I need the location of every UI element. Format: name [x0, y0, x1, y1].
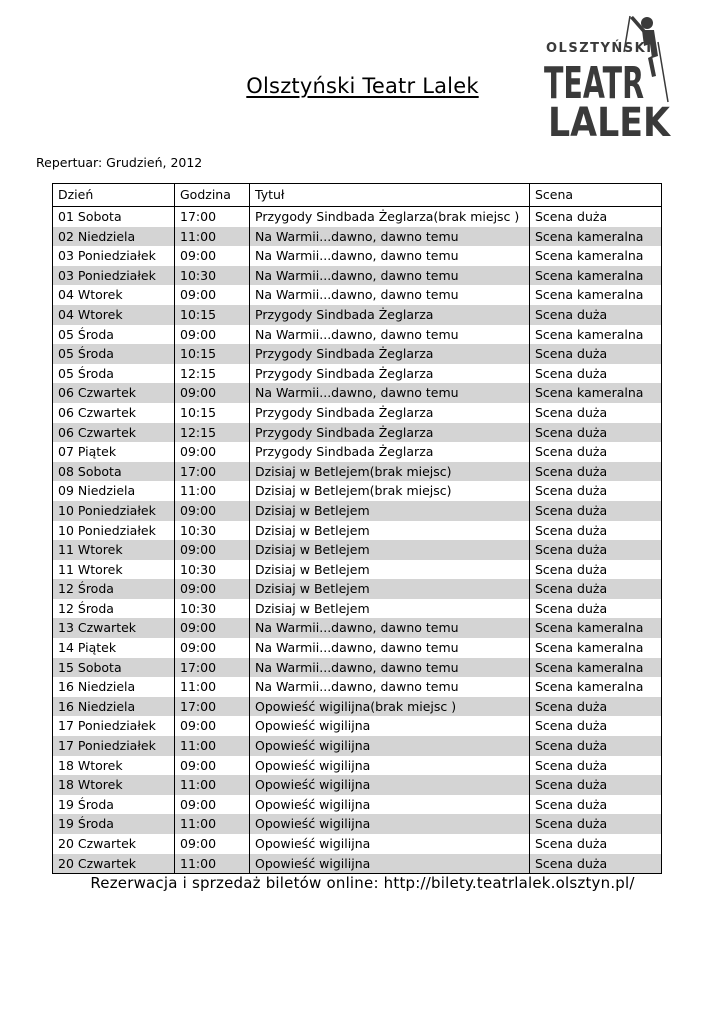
- cell-title: Na Warmii...dawno, dawno temu: [250, 677, 530, 697]
- cell-title: Przygody Sindbada Żeglarza: [250, 442, 530, 462]
- cell-stage: Scena duża: [530, 834, 662, 854]
- cell-time: 09:00: [175, 834, 250, 854]
- cell-day: 15 Sobota: [53, 658, 175, 678]
- cell-time: 09:00: [175, 285, 250, 305]
- cell-title: Na Warmii...dawno, dawno temu: [250, 618, 530, 638]
- cell-time: 10:15: [175, 305, 250, 325]
- cell-day: 16 Niedziela: [58, 679, 136, 695]
- cell-stage: Scena duża: [530, 599, 662, 619]
- cell-day: 06 Czwartek: [53, 383, 175, 403]
- cell-day: 16 Niedziela: [53, 697, 175, 717]
- cell-title: Na Warmii...dawno, dawno temu: [250, 638, 530, 658]
- cell-time: 10:30: [175, 521, 250, 541]
- cell-stage: Scena kameralna: [530, 325, 662, 345]
- cell-day: 19 Środa: [58, 796, 114, 812]
- cell-stage: Scena duża: [530, 697, 662, 717]
- cell-stage: Scena kameralna: [530, 383, 662, 403]
- table-row: [53, 795, 662, 815]
- cell-time: 09:00: [175, 756, 250, 776]
- table-row: [53, 775, 662, 795]
- cell-title: Dzisiaj w Betlejem(brak miejsc): [250, 462, 530, 482]
- cell-day: 09 Niedziela: [58, 483, 136, 499]
- table-row: [53, 344, 662, 364]
- repertoire-table: [52, 183, 662, 874]
- table-row: [53, 266, 662, 286]
- cell-stage: Scena duża: [530, 442, 662, 462]
- cell-day: 11 Wtorek: [53, 540, 175, 560]
- table-row: [53, 442, 662, 462]
- cell-time: 11:00: [175, 736, 250, 756]
- cell-time: 09:00: [175, 638, 250, 658]
- table-row: [53, 246, 662, 266]
- cell-day: 20 Czwartek: [58, 836, 137, 851]
- cell-day: 14 Piątek: [58, 640, 117, 656]
- cell-title: Dzisiaj w Betlejem: [250, 521, 530, 541]
- table-row: [53, 638, 662, 658]
- cell-day: 08 Sobota: [53, 462, 175, 482]
- cell-title: Opowieść wigilijna: [250, 756, 530, 776]
- table-row: [53, 579, 662, 599]
- cell-title: Opowieść wigilijna: [250, 736, 530, 756]
- cell-title: Na Warmii...dawno, dawno temu: [250, 227, 530, 247]
- table-row: [53, 599, 662, 619]
- cell-day: 05 Środa: [58, 326, 114, 342]
- table-row: [53, 716, 662, 736]
- cell-stage: Scena duża: [530, 560, 662, 580]
- cell-stage: Scena duża: [530, 364, 662, 384]
- cell-title: Na Warmii...dawno, dawno temu: [250, 383, 530, 403]
- cell-time: 09:00: [175, 383, 250, 403]
- cell-title: Opowieść wigilijna: [250, 814, 530, 834]
- table-row: [53, 560, 662, 580]
- cell-time: 10:30: [175, 599, 250, 619]
- table-row: [53, 364, 662, 384]
- cell-time: 11:00: [175, 481, 250, 501]
- cell-time: 09:00: [175, 795, 250, 815]
- puppet-theatre-logo-icon: [540, 12, 680, 146]
- cell-stage: Scena kameralna: [530, 658, 662, 678]
- cell-day: 05 Środa: [58, 365, 114, 381]
- cell-time: 11:00: [175, 775, 250, 795]
- table-row: [53, 736, 662, 756]
- cell-time: 09:00: [175, 442, 250, 462]
- cell-title: Opowieść wigilijna(brak miejsc ): [250, 697, 530, 717]
- cell-stage: Scena duża: [530, 814, 662, 834]
- cell-stage: Scena duża: [530, 795, 662, 815]
- cell-title: Przygody Sindbada Żeglarza: [250, 403, 530, 423]
- cell-day: 10 Poniedziałek: [58, 522, 156, 538]
- table-row: [53, 462, 662, 482]
- cell-day: 06 Czwartek: [53, 423, 175, 443]
- cell-time: 10:15: [175, 403, 250, 423]
- cell-stage: Scena duża: [530, 756, 662, 776]
- cell-time: 09:00: [175, 579, 250, 599]
- table-row: [53, 383, 662, 403]
- cell-time: 17:00: [175, 462, 250, 482]
- cell-title: Przygody Sindbada Żeglarza: [250, 305, 530, 325]
- cell-day: 18 Wtorek: [58, 757, 123, 773]
- cell-title: Dzisiaj w Betlejem: [250, 579, 530, 599]
- table-row: [53, 285, 662, 305]
- cell-day: 17 Poniedziałek: [58, 718, 156, 734]
- cell-stage: Scena kameralna: [530, 227, 662, 247]
- cell-day: 18 Wtorek: [53, 775, 175, 795]
- table-row: [53, 658, 662, 678]
- cell-title: Przygody Sindbada Żeglarza: [250, 423, 530, 443]
- cell-title: Dzisiaj w Betlejem: [250, 540, 530, 560]
- cell-title: Dzisiaj w Betlejem: [250, 599, 530, 619]
- cell-day: 04 Wtorek: [58, 287, 123, 303]
- cell-title: Na Warmii...dawno, dawno temu: [250, 658, 530, 678]
- cell-title: Na Warmii...dawno, dawno temu: [250, 285, 530, 305]
- table-row: [53, 501, 662, 521]
- table-row: [53, 325, 662, 345]
- table-header-row: [53, 184, 662, 207]
- table-row: [53, 227, 662, 247]
- cell-day: 19 Środa: [53, 814, 175, 834]
- cell-stage: Scena duża: [530, 579, 662, 599]
- cell-day: 04 Wtorek: [53, 305, 175, 325]
- cell-time: 10:15: [175, 344, 250, 364]
- cell-title: Przygody Sindbada Żeglarza: [250, 344, 530, 364]
- cell-stage: Scena kameralna: [530, 677, 662, 697]
- cell-stage: Scena kameralna: [530, 638, 662, 658]
- cell-time: 17:00: [175, 207, 250, 227]
- cell-time: 09:00: [175, 246, 250, 266]
- table-row: [53, 618, 662, 638]
- cell-stage: Scena duża: [530, 403, 662, 423]
- cell-stage: Scena duża: [530, 423, 662, 443]
- cell-title: Opowieść wigilijna: [250, 795, 530, 815]
- cell-day: 02 Niedziela: [53, 227, 175, 247]
- cell-stage: Scena kameralna: [530, 246, 662, 266]
- cell-time: 12:15: [175, 364, 250, 384]
- cell-stage: Scena duża: [530, 540, 662, 560]
- cell-time: 09:00: [175, 325, 250, 345]
- cell-day: 20 Czwartek: [53, 854, 175, 874]
- table-row: [53, 697, 662, 717]
- cell-time: 10:30: [175, 560, 250, 580]
- table-row: [53, 403, 662, 423]
- cell-day: 03 Poniedziałek: [53, 266, 175, 286]
- logo-wordmark-line1: OLSZTYŃSKI: [546, 41, 653, 56]
- logo-wordmark-line3: LALEK: [548, 100, 672, 146]
- cell-day: 01 Sobota: [58, 209, 122, 224]
- cell-day: 06 Czwartek: [58, 404, 137, 420]
- table-row: [53, 423, 662, 443]
- cell-time: 17:00: [175, 697, 250, 717]
- cell-title: Na Warmii...dawno, dawno temu: [250, 246, 530, 266]
- cell-title: Opowieść wigilijna: [250, 834, 530, 854]
- cell-stage: Scena duża: [530, 854, 662, 874]
- cell-time: 11:00: [175, 677, 250, 697]
- logo-wordmark-line2: TEATR: [544, 58, 644, 109]
- column-header-title: Tytuł: [250, 184, 530, 207]
- cell-time: 11:00: [175, 814, 250, 834]
- cell-stage: Scena kameralna: [530, 618, 662, 638]
- cell-day: 05 Środa: [53, 344, 175, 364]
- cell-title: Dzisiaj w Betlejem: [250, 560, 530, 580]
- theatre-logo: [540, 12, 680, 146]
- table-body: [53, 207, 662, 874]
- cell-day: 03 Poniedziałek: [58, 248, 156, 264]
- table-row: [53, 207, 662, 227]
- cell-time: 09:00: [175, 716, 250, 736]
- cell-time: 12:15: [175, 423, 250, 443]
- cell-time: 09:00: [175, 501, 250, 521]
- cell-stage: Scena duża: [530, 521, 662, 541]
- cell-day: 07 Piątek: [58, 444, 117, 460]
- cell-stage: Scena kameralna: [530, 266, 662, 286]
- cell-day: 10 Poniedziałek: [53, 501, 175, 521]
- cell-title: Opowieść wigilijna: [250, 775, 530, 795]
- cell-title: Dzisiaj w Betlejem(brak miejsc): [250, 481, 530, 501]
- column-header-day: Dzień: [53, 184, 175, 207]
- table-row: [53, 834, 662, 854]
- table-row: [53, 305, 662, 325]
- repertoire-subtitle: Repertuar: Grudzień, 2012: [36, 155, 203, 170]
- table-row: [53, 854, 662, 874]
- table-row: [53, 814, 662, 834]
- cell-day: 13 Czwartek: [53, 618, 175, 638]
- cell-title: Opowieść wigilijna: [250, 854, 530, 874]
- cell-stage: Scena duża: [530, 501, 662, 521]
- cell-title: Dzisiaj w Betlejem: [250, 501, 530, 521]
- table-row: [53, 540, 662, 560]
- cell-stage: Scena duża: [530, 716, 662, 736]
- table-row: [53, 521, 662, 541]
- cell-day: 12 Środa: [58, 600, 114, 616]
- cell-stage: Scena duża: [530, 481, 662, 501]
- cell-stage: Scena kameralna: [530, 285, 662, 305]
- cell-day: 17 Poniedziałek: [53, 736, 175, 756]
- cell-time: 10:30: [175, 266, 250, 286]
- column-header-stage: Scena: [530, 184, 662, 207]
- cell-time: 11:00: [175, 227, 250, 247]
- table-row: [53, 756, 662, 776]
- cell-stage: Scena duża: [530, 462, 662, 482]
- table-row: [53, 677, 662, 697]
- cell-time: 11:00: [175, 854, 250, 874]
- cell-stage: Scena duża: [530, 775, 662, 795]
- cell-stage: Scena duża: [530, 344, 662, 364]
- cell-title: Przygody Sindbada Żeglarza(brak miejsc ): [250, 207, 530, 227]
- cell-time: 17:00: [175, 658, 250, 678]
- repertoire-table-wrapper: [52, 183, 661, 874]
- cell-title: Na Warmii...dawno, dawno temu: [250, 266, 530, 286]
- cell-stage: Scena duża: [530, 207, 662, 227]
- cell-stage: Scena duża: [530, 736, 662, 756]
- column-header-time: Godzina: [175, 184, 250, 207]
- cell-time: 09:00: [175, 540, 250, 560]
- cell-time: 09:00: [175, 618, 250, 638]
- cell-day: 11 Wtorek: [58, 561, 123, 577]
- cell-title: Na Warmii...dawno, dawno temu: [250, 325, 530, 345]
- cell-day: 12 Środa: [53, 579, 175, 599]
- cell-title: Przygody Sindbada Żeglarza: [250, 364, 530, 384]
- cell-stage: Scena duża: [530, 305, 662, 325]
- page-title: Olsztyński Teatr Lalek: [246, 74, 479, 98]
- table-row: [53, 481, 662, 501]
- footer-booking-note: Rezerwacja i sprzedaż biletów online: http://bilety.teatrlalek.olsztyn.pl/: [90, 874, 635, 892]
- cell-title: Opowieść wigilijna: [250, 716, 530, 736]
